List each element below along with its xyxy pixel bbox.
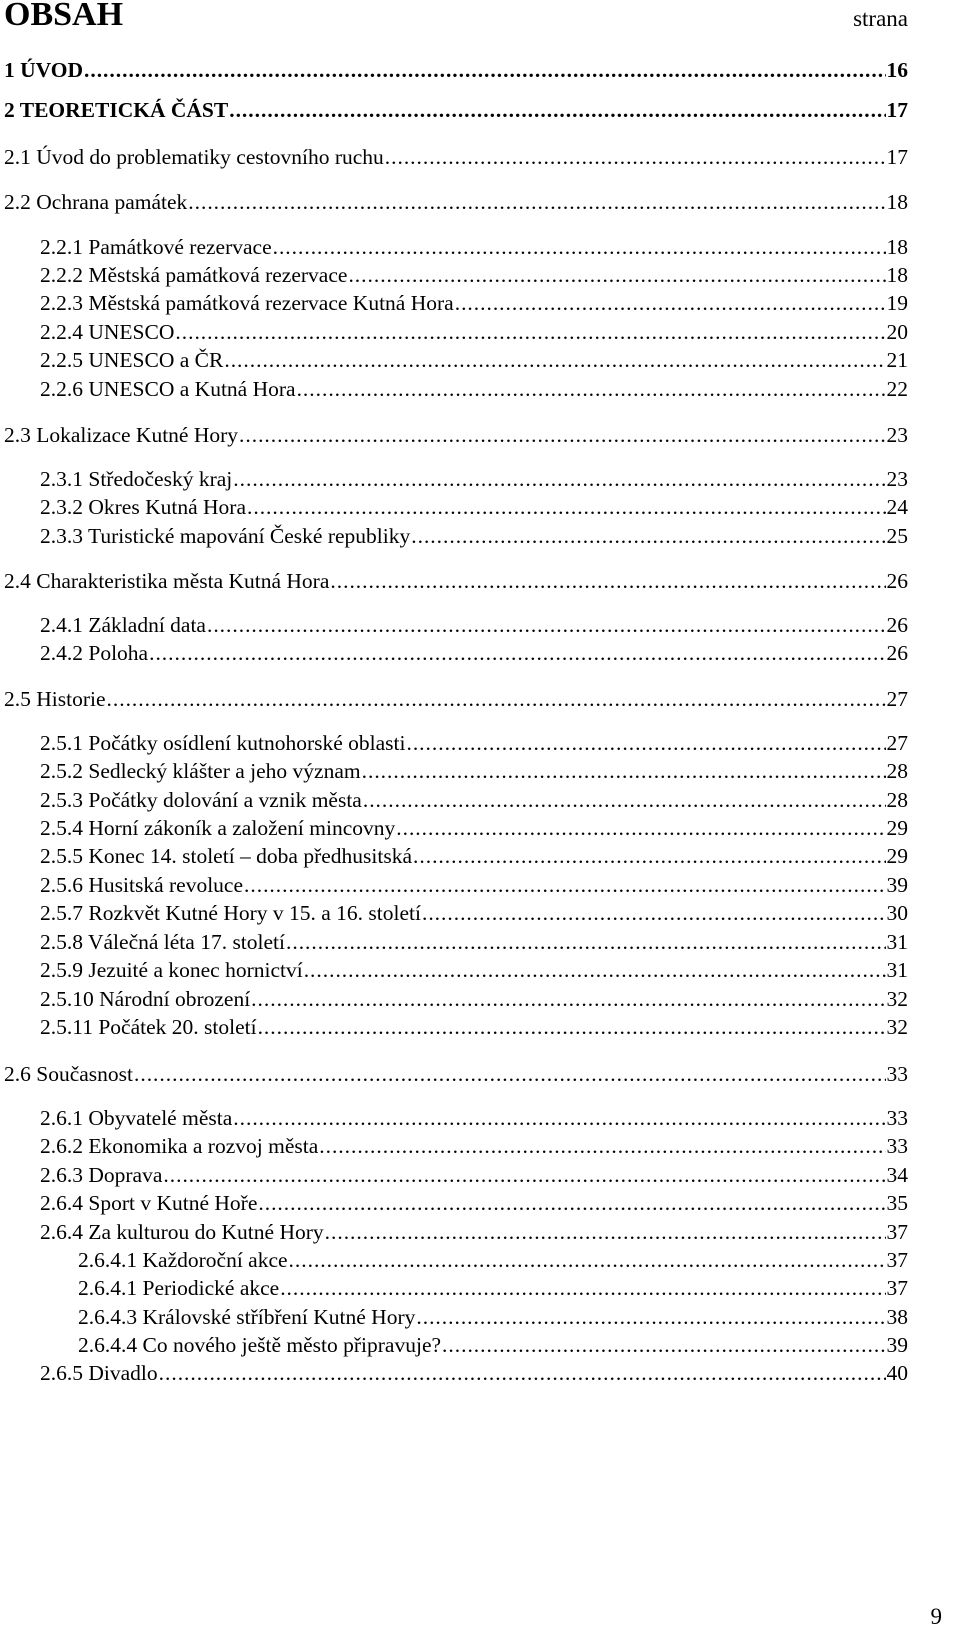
toc-entry-title: 2.3.3 Turistické mapování České republiky [40,524,411,548]
toc-entry-title: 2.5.10 Národní obrození [40,987,251,1011]
toc-entry-page: 31 [886,930,908,954]
toc-entry[interactable] [40,522,908,550]
toc-entry-page: 32 [886,1015,908,1039]
toc-entry-page: 30 [886,901,908,925]
toc-dot-leader [175,318,885,346]
toc-entry-page: 28 [886,759,908,783]
toc-entry-title: 2.3.1 Středočeský kraj [40,467,233,491]
toc-entry[interactable] [40,493,908,521]
page-number: 9 [930,1604,942,1629]
toc-dot-leader [297,375,886,403]
toc-entry[interactable] [40,1218,908,1246]
toc-entry[interactable] [78,1331,908,1359]
toc-entry-page: 17 [886,98,908,122]
toc-entry[interactable] [40,1132,908,1160]
toc-entry[interactable] [4,96,908,124]
toc-dot-leader [416,1303,885,1331]
toc-entry[interactable] [40,611,908,639]
toc-dot-leader [280,1274,885,1302]
toc-dot-leader [258,1013,886,1041]
toc-entry-page: 31 [886,958,908,982]
toc-entry-title: 2.6.4.3 Královské stříbření Kutné Hory [78,1305,416,1329]
toc-dot-leader [330,567,885,595]
toc-entry-title: 2.3.2 Okres Kutná Hora [40,495,246,519]
toc-entry-title: 2.6.3 Doprava [40,1163,163,1187]
toc-entry[interactable] [40,729,908,757]
toc-entry[interactable] [40,375,908,403]
toc-dot-leader [396,814,885,842]
toc-dot-leader [244,871,885,899]
toc-entry-page: 32 [886,987,908,1011]
toc-entry[interactable] [40,842,908,870]
toc-entry-page: 33 [886,1106,908,1130]
toc-dot-leader [251,985,885,1013]
toc-entry-page: 23 [886,423,908,447]
toc-entry[interactable] [40,346,908,374]
toc-entry-title: 2.5.1 Počátky osídlení kutnohorské oblasti [40,731,406,755]
toc-entry[interactable] [40,928,908,956]
toc-entry-title: 2.3 Lokalizace Kutné Hory [4,423,239,447]
toc-entry-page: 25 [886,524,908,548]
toc-entry[interactable] [40,465,908,493]
toc-entry-page: 26 [886,613,908,637]
toc-entry-title: 2.2 Ochrana památek [4,190,188,214]
toc-entry-title: 2.1 Úvod do problematiky cestovního ruchu [4,145,384,169]
toc-entry[interactable] [4,421,908,449]
toc-entry-page: 38 [886,1305,908,1329]
toc-entry-title: 2.2.1 Památkové rezervace [40,235,272,259]
toc-entry-title: 2.2.2 Městská památková rezervace [40,263,348,287]
toc-entry-title: 2.6.4.4 Co nového ještě město připravuje? [78,1333,442,1357]
toc-entry[interactable] [40,871,908,899]
toc-entry-page: 28 [886,788,908,812]
toc-entry-page: 18 [886,190,908,214]
toc-dot-leader [233,465,885,493]
toc-entry-title: 1 ÚVOD [4,58,83,82]
toc-entry[interactable] [78,1303,908,1331]
toc-entry-title: 2.6 Současnost [4,1062,133,1086]
toc-entry[interactable] [4,685,908,713]
toc-entry-title: 2.4.2 Poloha [40,641,149,665]
toc-entry[interactable] [40,639,908,667]
page-title: OBSAH [4,0,124,33]
toc-entry-page: 40 [886,1361,908,1385]
toc-entry-title: 2.6.4 Sport v Kutné Hoře [40,1191,258,1215]
toc-dot-leader [273,233,886,261]
toc-entry-page: 24 [886,495,908,519]
toc-entry-title: 2.2.6 UNESCO a Kutná Hora [40,377,296,401]
toc-entry-page: 29 [886,844,908,868]
toc-entry-page: 16 [886,58,908,82]
toc-dot-leader [134,1060,886,1088]
toc-entry[interactable] [40,289,908,317]
toc-entry-page: 29 [886,816,908,840]
toc-entry[interactable] [78,1274,908,1302]
toc-entry-page: 37 [886,1220,908,1244]
toc-entry-page: 22 [886,377,908,401]
toc-entry-page: 18 [886,263,908,287]
toc-entry-page: 19 [886,291,908,315]
toc-entry-page: 34 [886,1163,908,1187]
toc-dot-leader [229,96,885,124]
toc-entry[interactable] [4,567,908,595]
toc-dot-leader [406,729,885,757]
toc-entry-page: 37 [886,1276,908,1300]
toc-entry-title: 2.5.8 Válečná léta 17. století [40,930,285,954]
toc-dot-leader [362,757,886,785]
toc-dot-leader [207,611,886,639]
toc-entry[interactable] [40,1104,908,1132]
toc-entry-title: 2.2.3 Městská památková rezervace Kutná Hora [40,291,454,315]
toc-entry-title: 2.5.3 Počátky dolování a vznik města [40,788,362,812]
toc-dot-leader [159,1359,886,1387]
toc-entry-page: 33 [886,1062,908,1086]
toc-dot-leader [233,1104,885,1132]
toc-entry[interactable] [40,233,908,261]
toc-dot-leader [325,1218,886,1246]
toc-entry[interactable] [40,757,908,785]
toc-entry-title: 2.5.5 Konec 14. století – doba předhusitská [40,844,413,868]
toc-dot-leader [304,956,886,984]
page-column-label: strana [853,6,908,31]
toc-entry-title: 2.6.4 Za kulturou do Kutné Hory [40,1220,324,1244]
page-header [4,0,908,40]
toc-entry[interactable] [4,56,908,84]
toc-dot-leader [188,188,885,216]
toc-entry-page: 26 [886,641,908,665]
toc-entry-page: 18 [886,235,908,259]
toc-entry-title: 2.5.4 Horní zákoník a založení mincovny [40,816,396,840]
toc-dot-leader [442,1331,885,1359]
toc-dot-leader [149,639,885,667]
toc-entry[interactable] [4,1060,908,1088]
toc-entry[interactable] [40,814,908,842]
toc-dot-leader [455,289,886,317]
toc-entry-page: 37 [886,1248,908,1272]
toc-entry-page: 39 [886,873,908,897]
toc-entry[interactable] [40,1359,908,1387]
toc-entry-page: 26 [886,569,908,593]
toc-dot-leader [411,522,885,550]
toc-dot-leader [348,261,885,289]
toc-entry-page: 33 [886,1134,908,1158]
toc-entry-title: 2.6.1 Obyvatelé města [40,1106,233,1130]
toc-entry[interactable] [40,899,908,927]
toc-dot-leader [163,1161,885,1189]
toc-entry-page: 20 [886,320,908,344]
toc-entry-page: 39 [886,1333,908,1357]
toc-entry-title: 2.4 Charakteristika města Kutná Hora [4,569,330,593]
toc-dot-leader [422,899,886,927]
toc-entry[interactable] [40,1161,908,1189]
toc-entry[interactable] [40,318,908,346]
toc-entry-page: 17 [886,145,908,169]
toc-entry[interactable] [40,985,908,1013]
toc-entry-page: 27 [886,687,908,711]
toc-entry-page: 23 [886,467,908,491]
toc-entry[interactable] [40,1013,908,1041]
toc-entry-title: 2.5 Historie [4,687,106,711]
toc-dot-leader [363,786,886,814]
toc-dot-leader [258,1189,885,1217]
toc-entry-title: 2.5.9 Jezuité a konec hornictví [40,958,303,982]
toc-entry-title: 2.5.6 Husitská revoluce [40,873,244,897]
toc-entry-page: 35 [886,1191,908,1215]
toc-dot-leader [286,928,886,956]
toc-dot-leader [413,842,885,870]
toc-dot-leader [247,493,886,521]
toc-entry-title: 2.6.4.1 Periodické akce [78,1276,280,1300]
toc-entry-title: 2.5.7 Rozkvět Kutné Hory v 15. a 16. století [40,901,421,925]
toc-dot-leader [224,346,885,374]
toc-entry-title: 2.6.5 Divadlo [40,1361,158,1385]
toc-dot-leader [107,685,886,713]
toc-entry-title: 2.6.4.1 Každoroční akce [78,1248,288,1272]
toc-dot-leader [84,56,886,84]
toc-entry[interactable] [4,188,908,216]
toc-entry-page: 27 [886,731,908,755]
toc-entry-title: 2.2.5 UNESCO a ČR [40,348,224,372]
toc-entry-title: 2.5.2 Sedlecký klášter a jeho význam [40,759,361,783]
toc-entry-title: 2.2.4 UNESCO [40,320,175,344]
toc-entry-title: 2.5.11 Počátek 20. století [40,1015,257,1039]
toc-dot-leader [319,1132,885,1160]
toc-entry-title: 2.6.2 Ekonomika a rozvoj města [40,1134,319,1158]
toc-entry[interactable] [4,143,908,171]
toc-entry-title: 2.4.1 Základní data [40,613,206,637]
toc-entry[interactable] [40,786,908,814]
toc-entry[interactable] [78,1246,908,1274]
toc-entry[interactable] [40,956,908,984]
toc-dot-leader [239,421,885,449]
toc-entry[interactable] [40,261,908,289]
toc-dot-leader [385,143,886,171]
toc-entry-title: 2 TEORETICKÁ ČÁST [4,98,229,122]
toc-dot-leader [289,1246,886,1274]
toc-entry[interactable] [40,1189,908,1217]
toc-entry-page: 21 [886,348,908,372]
